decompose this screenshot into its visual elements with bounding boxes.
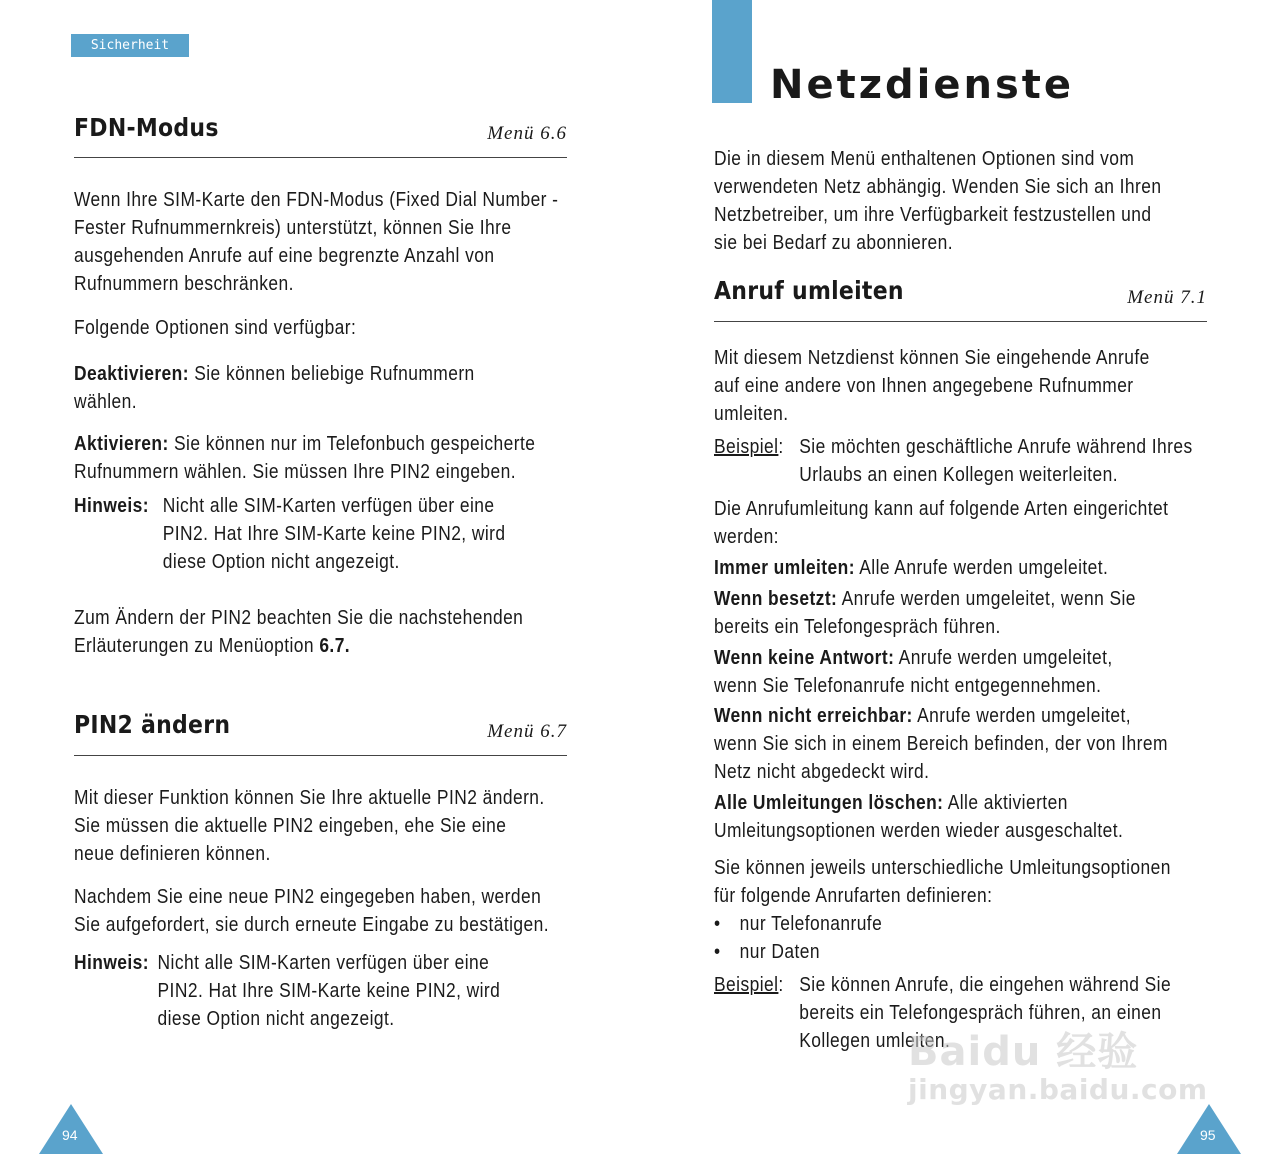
- section-tab: Sicherheit: [71, 34, 189, 57]
- text-line: verwendeten Netz abhängig. Wenden Sie sich an Ihren: [714, 176, 1162, 198]
- example-label: Beispiel: [714, 974, 779, 996]
- text-line: Fester Rufnummernkreis) unterstützt, können Sie Ihre: [74, 217, 512, 239]
- watermark-logo: Baidu 经验: [908, 1029, 1139, 1075]
- example-line: Sie können Anrufe, die eingehen während Sie: [799, 974, 1172, 996]
- text-line: neue definieren können.: [74, 843, 271, 865]
- note-label: Hinweis:: [74, 495, 150, 517]
- text-line: Erläuterungen zu Menüoption: [74, 635, 320, 657]
- text-line: Wenn Ihre SIM-Karte den FDN-Modus (Fixed Dial Number -: [74, 189, 559, 211]
- forward-section-header: [714, 276, 1207, 322]
- note-line: Nicht alle SIM-Karten verfügen über eine: [157, 952, 490, 974]
- text-line: Rufnummern beschränken.: [74, 273, 294, 295]
- note-label: Hinweis:: [74, 952, 150, 974]
- option-text: Rufnummern wählen. Sie müssen Ihre PIN2 eingeben.: [74, 461, 517, 483]
- bullet-item: [714, 910, 1171, 938]
- fdn-section-header: [74, 113, 567, 158]
- fdn-title: FDN-Modus: [74, 113, 219, 142]
- pin2-paragraph-2: [74, 883, 549, 939]
- option-clear-all: [714, 789, 1123, 845]
- call-types-intro: [714, 854, 1171, 966]
- forward-example-1: Beispiel: Sie möchten geschäftliche Anrufe während Ihres Urlaubs an einen Kollegen weiterleiten.: [714, 433, 1193, 489]
- pin2-menu-ref: Menü 6.7: [487, 721, 567, 742]
- text-line: Mit diesem Netzdienst können Sie eingehende Anrufe: [714, 347, 1150, 369]
- pin2-paragraph-1: [74, 784, 545, 868]
- text-line: umleiten.: [714, 403, 789, 425]
- option-label: Alle Umleitungen löschen:: [714, 792, 944, 814]
- example-line: Sie möchten geschäftliche Anrufe während Ihres: [799, 436, 1193, 458]
- option-label: Immer umleiten:: [714, 557, 855, 579]
- chapter-accent-bar: [712, 0, 752, 103]
- text-line: Zum Ändern der PIN2 beachten Sie die nachstehenden: [74, 607, 524, 629]
- option-text: Alle Anrufe werden umgeleitet.: [854, 557, 1109, 579]
- note-line: PIN2. Hat Ihre SIM-Karte keine PIN2, wird: [162, 523, 506, 545]
- option-text: wenn Sie Telefonanrufe nicht entgegennehmen.: [714, 675, 1102, 697]
- fdn-option-deactivate: [74, 360, 475, 416]
- bullet-item: [714, 938, 1171, 966]
- example-line: bereits ein Telefongespräch führen, an einen: [799, 1002, 1162, 1024]
- pin2-section-header: [74, 710, 567, 756]
- pin2-note: [74, 949, 500, 1033]
- option-label: Deaktivieren:: [74, 363, 189, 385]
- option-text: Anrufe werden umgeleitet,: [894, 647, 1113, 669]
- forward-paragraph-1: [714, 344, 1150, 428]
- page-number: 95: [1200, 1127, 1216, 1143]
- text-line: Sie können jeweils unterschiedliche Umleitungsoptionen: [714, 857, 1171, 879]
- option-text: Netz nicht abgedeckt wird.: [714, 761, 930, 783]
- option-text: Anrufe werden umgeleitet, wenn Sie: [837, 588, 1136, 610]
- text-line: werden:: [714, 526, 779, 548]
- fdn-change-pin2-hint: [74, 604, 523, 660]
- text-line: ausgehenden Anrufe auf eine begrenzte Anzahl von: [74, 245, 495, 267]
- option-label: Wenn keine Antwort:: [714, 647, 895, 669]
- bullet-text: nur Telefonanrufe: [739, 913, 883, 935]
- option-text: Alle aktivierten: [943, 792, 1068, 814]
- text-line: Nachdem Sie eine neue PIN2 eingegeben haben, werden: [74, 886, 542, 908]
- example-line: Kollegen umleiten.: [799, 1030, 951, 1052]
- option-label: Wenn nicht erreichbar:: [714, 705, 913, 727]
- option-busy: [714, 585, 1136, 641]
- option-text: wenn Sie sich in einem Bereich befinden, der von Ihrem: [714, 733, 1168, 755]
- text-line: Mit dieser Funktion können Sie Ihre aktuelle PIN2 ändern.: [74, 787, 545, 809]
- example-label: Beispiel: [714, 436, 779, 458]
- note-line: Nicht alle SIM-Karten verfügen über eine: [162, 495, 495, 517]
- watermark-url: jingyan.baidu.com: [908, 1073, 1208, 1106]
- fdn-intro: [74, 186, 558, 298]
- text-line: Die in diesem Menü enthaltenen Optionen sind vom: [714, 148, 1135, 170]
- page-number: 94: [62, 1127, 78, 1143]
- bullet-icon: •: [714, 913, 721, 935]
- option-text: Umleitungsoptionen werden wieder ausgeschaltet.: [714, 820, 1124, 842]
- chapter-title: Netzdienste: [770, 62, 1075, 108]
- option-always: [714, 554, 1108, 582]
- forward-title: Anruf umleiten: [714, 276, 904, 305]
- example-line: Urlaubs an einen Kollegen weiterleiten.: [799, 464, 1119, 486]
- text-line: Sie müssen die aktuelle PIN2 eingeben, ehe Sie eine: [74, 815, 507, 837]
- fdn-options-intro: Folgende Optionen sind verfügbar:: [74, 317, 357, 339]
- fdn-option-activate: [74, 430, 535, 486]
- option-text: Sie können beliebige Rufnummern: [188, 363, 475, 385]
- forward-example-2: Beispiel: Sie können Anrufe, die eingehen während Sie bereits ein Telefongespräch führen, an einen Kollegen umleiten.: [714, 971, 1171, 1055]
- fdn-menu-ref: Menü 6.6: [487, 123, 567, 144]
- option-label: Aktivieren:: [74, 433, 169, 455]
- text-line: Sie aufgefordert, sie durch erneute Eingabe zu bestätigen.: [74, 914, 550, 936]
- option-unreachable: [714, 702, 1168, 786]
- note-line: PIN2. Hat Ihre SIM-Karte keine PIN2, wird: [157, 980, 501, 1002]
- text-line: auf eine andere von Ihnen angegebene Rufnummer: [714, 375, 1134, 397]
- watermark: [908, 1020, 1208, 1106]
- option-label: Wenn besetzt:: [714, 588, 838, 610]
- bullet-icon: •: [714, 941, 721, 963]
- option-text: Anrufe werden umgeleitet,: [912, 705, 1132, 727]
- note-line: diese Option nicht angezeigt.: [162, 551, 400, 573]
- note-line: diese Option nicht angezeigt.: [157, 1008, 395, 1030]
- option-text: bereits ein Telefongespräch führen.: [714, 616, 1001, 638]
- forward-menu-ref: Menü 7.1: [1127, 287, 1207, 308]
- bullet-text: nur Daten: [739, 941, 821, 963]
- forward-types-intro: [714, 495, 1168, 551]
- fdn-note: [74, 492, 505, 576]
- menu-option-ref: 6.7.: [319, 635, 351, 657]
- text-line: Netzbetreiber, um ihre Verfügbarkeit festzustellen und: [714, 204, 1152, 226]
- text-line: sie bei Bedarf zu abonnieren.: [714, 232, 953, 254]
- option-no-answer: [714, 644, 1113, 700]
- text-line: Die Anrufumleitung kann auf folgende Arten eingerichtet: [714, 498, 1169, 520]
- option-text: Sie können nur im Telefonbuch gespeicherte: [168, 433, 536, 455]
- option-text: wählen.: [74, 391, 138, 413]
- chapter-intro: [714, 145, 1161, 257]
- pin2-title: PIN2 ändern: [74, 710, 231, 739]
- text-line: für folgende Anrufarten definieren:: [714, 885, 993, 907]
